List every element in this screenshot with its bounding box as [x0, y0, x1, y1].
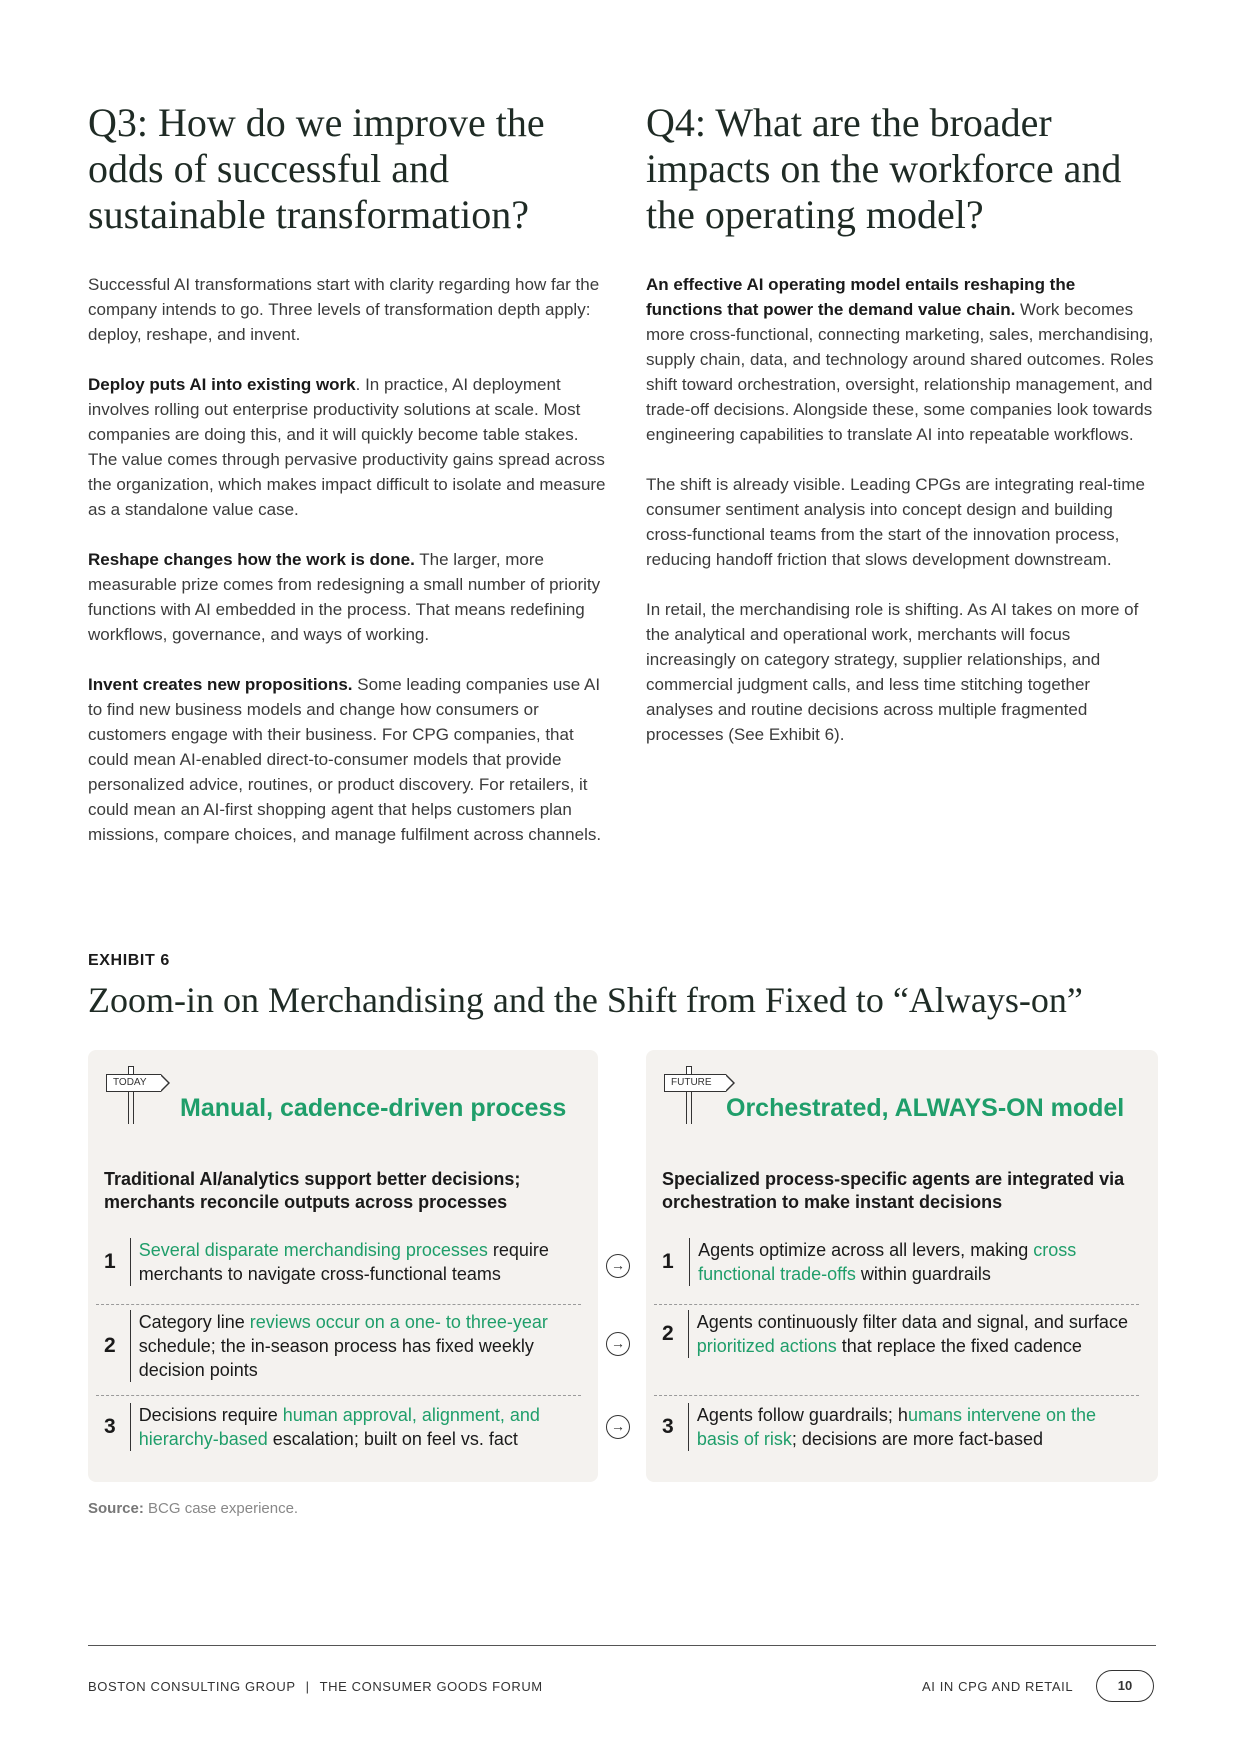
row-number: 1 — [662, 1250, 674, 1273]
deploy-text: . In practice, AI deployment involves rolling out enterprise productivity solutions at scale. Most companies are doing this, and it will quickly become table stakes. The value comes through pervasive productivity gains spread across the organization, which makes impact difficult to isolate and measure as a standalone value case. — [88, 375, 606, 519]
row-highlight: umans intervene on the basis of risk — [696, 1405, 1097, 1449]
today-subtitle: Traditional AI/analytics support better decisions; merchants reconcile outputs across processes — [104, 1169, 521, 1212]
source-label: Source: — [88, 1500, 144, 1517]
row-text — [130, 1238, 582, 1286]
future-sign-label: FUTURE — [664, 1074, 726, 1092]
q4-retail-paragraph: In retail, the merchandising role is shifting. As AI takes on more of the analytical and operational work, merchants will focus increasingly on category strategy, supplier relationships, and commercial judgment calls, and less time stitching together analyses and routine decisions across multiple fragmented processes (See Exhibit 6). — [646, 600, 1139, 744]
source-note — [88, 1500, 298, 1517]
row-text — [130, 1403, 582, 1451]
row-text — [130, 1310, 582, 1382]
today-sign-label: TODAY — [106, 1074, 161, 1092]
footer-org-bcg: BOSTON CONSULTING GROUP — [88, 1679, 296, 1694]
operating-model-lead: An effective AI operating model entails reshaping the functions that power the demand value chain. — [646, 275, 1076, 319]
today-row-3 — [104, 1403, 582, 1451]
q3-invent-paragraph — [88, 672, 608, 847]
row-body: Decisions require — [138, 1405, 283, 1425]
row-highlight: human approval, alignment, and hierarchy-based — [138, 1405, 540, 1449]
row-body: require merchants to navigate cross-functional teams — [138, 1240, 549, 1284]
today-row-2 — [104, 1310, 582, 1382]
future-panel — [646, 1050, 1158, 1482]
future-row-1 — [662, 1238, 1140, 1286]
row-body: schedule; the in-season process has fixed weekly decision points — [138, 1336, 534, 1380]
q3-reshape-paragraph — [88, 547, 608, 647]
row-number: 1 — [104, 1250, 116, 1273]
q3-intro-paragraph: Successful AI transformations start with clarity regarding how far the company intends to go. Three levels of transformation depth apply: deploy, reshape, and invent. — [88, 275, 600, 344]
row-number: 2 — [104, 1334, 116, 1357]
exhibit-label: EXHIBIT 6 — [88, 952, 170, 969]
future-row-2 — [662, 1310, 1140, 1358]
row-body: Agents optimize across all levers, making — [698, 1240, 1034, 1260]
q4-heading: Q4: What are the broader impacts on the workforce and the operating model? — [646, 100, 1122, 237]
q4-body — [646, 272, 1156, 747]
exhibit-title: Zoom-in on Merchandising and the Shift from Fixed to “Always-on” — [88, 980, 1083, 1020]
footer-orgs — [88, 1679, 543, 1694]
q3-body — [88, 272, 608, 847]
row-divider — [96, 1304, 581, 1305]
row-body: ; decisions are more fact-based — [791, 1429, 1043, 1449]
row-text — [688, 1403, 1140, 1451]
row-body: escalation; built on feel vs. fact — [267, 1429, 518, 1449]
future-row-3 — [662, 1403, 1140, 1451]
row-highlight: prioritized actions — [696, 1336, 837, 1356]
q3-section — [88, 100, 608, 872]
row-text — [689, 1238, 1140, 1286]
row-body: that replace the fixed cadence — [836, 1336, 1082, 1356]
arrow-right-icon: → — [606, 1254, 630, 1278]
deploy-lead: Deploy puts AI into existing work — [88, 375, 356, 394]
page-number: 10 — [1096, 1670, 1154, 1702]
invent-lead: Invent creates new propositions. — [88, 675, 353, 694]
row-highlight: Several disparate merchandising processes — [138, 1240, 488, 1260]
row-number: 2 — [662, 1322, 674, 1345]
q4-operating-model-paragraph — [646, 272, 1156, 447]
row-number: 3 — [104, 1415, 116, 1438]
row-divider — [96, 1395, 581, 1396]
operating-model-text: Work becomes more cross-functional, connecting marketing, sales, merchandising, supply chain, data, and technology around shared outcomes. Roles shift toward orchestration, oversight, relationship management, and trade-off decisions. Alongside these, some companies look towards engineering capabilities to translate AI into repeatable workflows. — [646, 300, 1154, 444]
footer-separator: | — [305, 1679, 310, 1694]
row-highlight: reviews occur on a one- to three-year — [249, 1312, 548, 1332]
footer-org-cgf: THE CONSUMER GOODS FORUM — [319, 1679, 543, 1694]
arrow-right-icon: → — [606, 1332, 630, 1356]
q3-heading: Q3: How do we improve the odds of successful and sustainable transformation? — [88, 100, 545, 237]
row-highlight: cross functional trade-offs — [698, 1240, 1077, 1284]
future-title: Orchestrated, ALWAYS-ON model — [726, 1094, 1125, 1122]
today-panel — [88, 1050, 598, 1482]
future-signpost-icon — [664, 1064, 724, 1124]
row-body: Agents follow guardrails; h — [696, 1405, 908, 1425]
footer-report-title: AI IN CPG AND RETAIL — [922, 1679, 1074, 1694]
row-divider — [654, 1395, 1139, 1396]
future-subtitle: Specialized process-specific agents are integrated via orchestration to make instant decisions — [662, 1169, 1125, 1212]
reshape-text: The larger, more measurable prize comes from redesigning a small number of priority functions with AI embedded in the process. That means redefining workflows, governance, and ways of working. — [88, 550, 601, 644]
row-body: within guardrails — [855, 1264, 991, 1284]
reshape-lead: Reshape changes how the work is done. — [88, 550, 415, 569]
row-body: Agents continuously filter data and signal, and surface — [696, 1312, 1128, 1332]
arrow-right-icon: → — [606, 1415, 630, 1439]
invent-text: Some leading companies use AI to find new business models and change how consumers or customers engage with their business. For CPG companies, that could mean AI-enabled direct-to-consumer models that provide personalized advice, routines, or product discovery. For retailers, it could mean an AI-first shopping agent that helps customers plan missions, compare choices, and manage fulfilment across channels. — [88, 675, 602, 844]
footer-divider — [88, 1645, 1156, 1646]
q3-deploy-paragraph — [88, 372, 608, 522]
row-number: 3 — [662, 1415, 674, 1438]
today-row-1 — [104, 1238, 582, 1286]
row-text — [688, 1310, 1140, 1358]
today-title: Manual, cadence-driven process — [180, 1094, 567, 1122]
source-text: BCG case experience. — [143, 1500, 299, 1517]
q4-section — [646, 100, 1156, 772]
q4-shift-paragraph: The shift is already visible. Leading CPGs are integrating real-time consumer sentiment analysis into concept design and building cross-functional teams from the start of the innovation process, reducing handoff friction that slows development downstream. — [646, 475, 1145, 569]
row-body: Category line — [138, 1312, 250, 1332]
today-signpost-icon — [106, 1064, 166, 1124]
row-divider — [654, 1304, 1139, 1305]
